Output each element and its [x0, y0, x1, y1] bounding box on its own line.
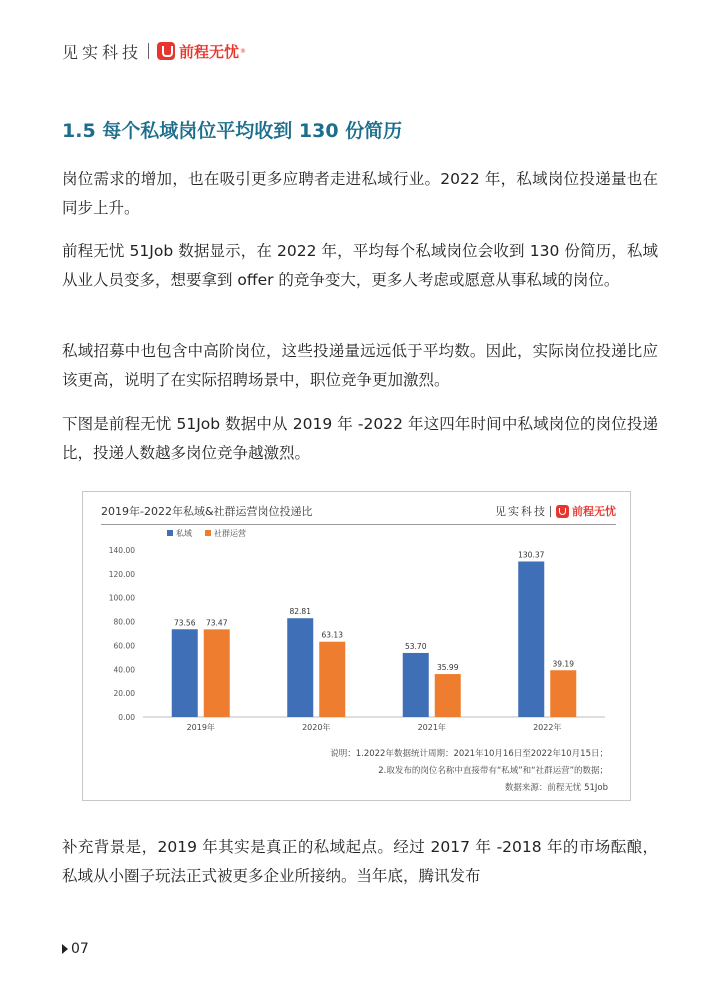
legend-label-1: 私域: [176, 529, 192, 538]
page-footer: [62, 941, 89, 957]
chart-note-1: 说明：1.2022年数据统计周期：2021年10月16日至2022年10月15日；: [330, 749, 608, 759]
section-title: 1.5 每个私域岗位平均收到 130 份简历: [62, 120, 403, 142]
data-label: 53.70: [405, 641, 427, 651]
chart-title: 2019年-2022年私域&社群运营岗位投递比: [101, 505, 313, 518]
paragraph-1: 岗位需求的增加，也在吸引更多应聘者走进私域行业。2022 年，私域岗位投递量也在同步上升。: [62, 170, 658, 217]
data-label: 73.47: [206, 618, 228, 628]
y-tick-label: 100.00: [108, 593, 135, 603]
data-label: 73.56: [174, 618, 196, 628]
trademark-icon: ®: [240, 47, 247, 55]
y-tick-label: 140.00: [108, 546, 135, 555]
y-tick-label: 20.00: [113, 689, 135, 699]
chart-51job-logo-text: 前程无忧: [572, 505, 616, 518]
x-tick-label: 2022年: [533, 723, 562, 732]
y-tick-label: 120.00: [108, 569, 135, 579]
legend-swatch-2: [205, 530, 211, 536]
data-label: 35.99: [437, 663, 459, 673]
x-tick-label: 2019年: [186, 723, 215, 732]
bar-shequn-2: [319, 642, 345, 717]
y-tick-label: 80.00: [113, 617, 135, 627]
y-tick-label: 60.00: [113, 641, 135, 651]
paragraph-3: 私域招募中也包含中高阶岗位，这些投递量远远低于平均数。因此，实际岗位投递比应该更高，说明了在实际招聘场景中，职位竞争更加激烈。: [62, 342, 658, 389]
data-label: 82.81: [289, 607, 311, 617]
bar-siyu-3: [403, 653, 429, 717]
bar-siyu-2: [287, 618, 313, 717]
chart-figure: [82, 491, 631, 801]
paragraph-4: 下图是前程无忧 51Job 数据中从 2019 年 -2022 年这四年时间中私域岗位的岗位投递比，投递人数越多岗位竞争越激烈。: [62, 415, 658, 462]
x-tick-label: 2020年: [302, 723, 331, 732]
51job-logo-icon: [157, 42, 175, 60]
legend-swatch-1: [167, 530, 173, 536]
data-label: 63.13: [321, 630, 343, 640]
bar-shequn-4: [550, 670, 576, 717]
chart-source: 数据来源：前程无忧 51Job: [504, 783, 608, 793]
51job-logo-text: 前程无忧: [179, 42, 240, 61]
paragraph-5: 补充背景是，2019 年其实是真正的私域起点。经过 2017 年 -2018 年的市场酝酿，私域从小圈子玩法正式被更多企业所接纳。当年底，腾讯发布: [62, 838, 658, 885]
page-number: 07: [71, 941, 89, 957]
bar-chart: [83, 492, 630, 742]
y-tick-label: 0.00: [118, 713, 135, 722]
page-header: [62, 36, 246, 66]
bar-shequn-1: [204, 629, 230, 717]
chart-jianshi-logo-text: 见实科技: [495, 505, 547, 518]
y-tick-label: 40.00: [113, 665, 135, 675]
legend-label-2: 社群运营: [214, 529, 246, 538]
page-marker-icon: [62, 944, 68, 954]
bar-siyu-1: [172, 629, 198, 717]
paragraph-2: 前程无忧 51Job 数据显示，在 2022 年，平均每个私域岗位会收到 130 份简历，私域从业人员变多，想要拿到 offer 的竞争变大，更多人考虑或愿意从事私域的岗位。: [62, 242, 658, 289]
data-label: 39.19: [552, 659, 574, 669]
jianshi-logo-text: 见实科技: [62, 42, 143, 62]
chart-note-2: 2.取发布的岗位名称中直接带有“私域”和“社群运营”的数据；: [378, 766, 608, 776]
header-divider: [148, 43, 149, 59]
x-tick-label: 2021年: [417, 723, 446, 732]
bar-shequn-3: [435, 674, 461, 717]
bar-siyu-4: [518, 561, 544, 717]
data-label: 130.37: [518, 550, 545, 560]
